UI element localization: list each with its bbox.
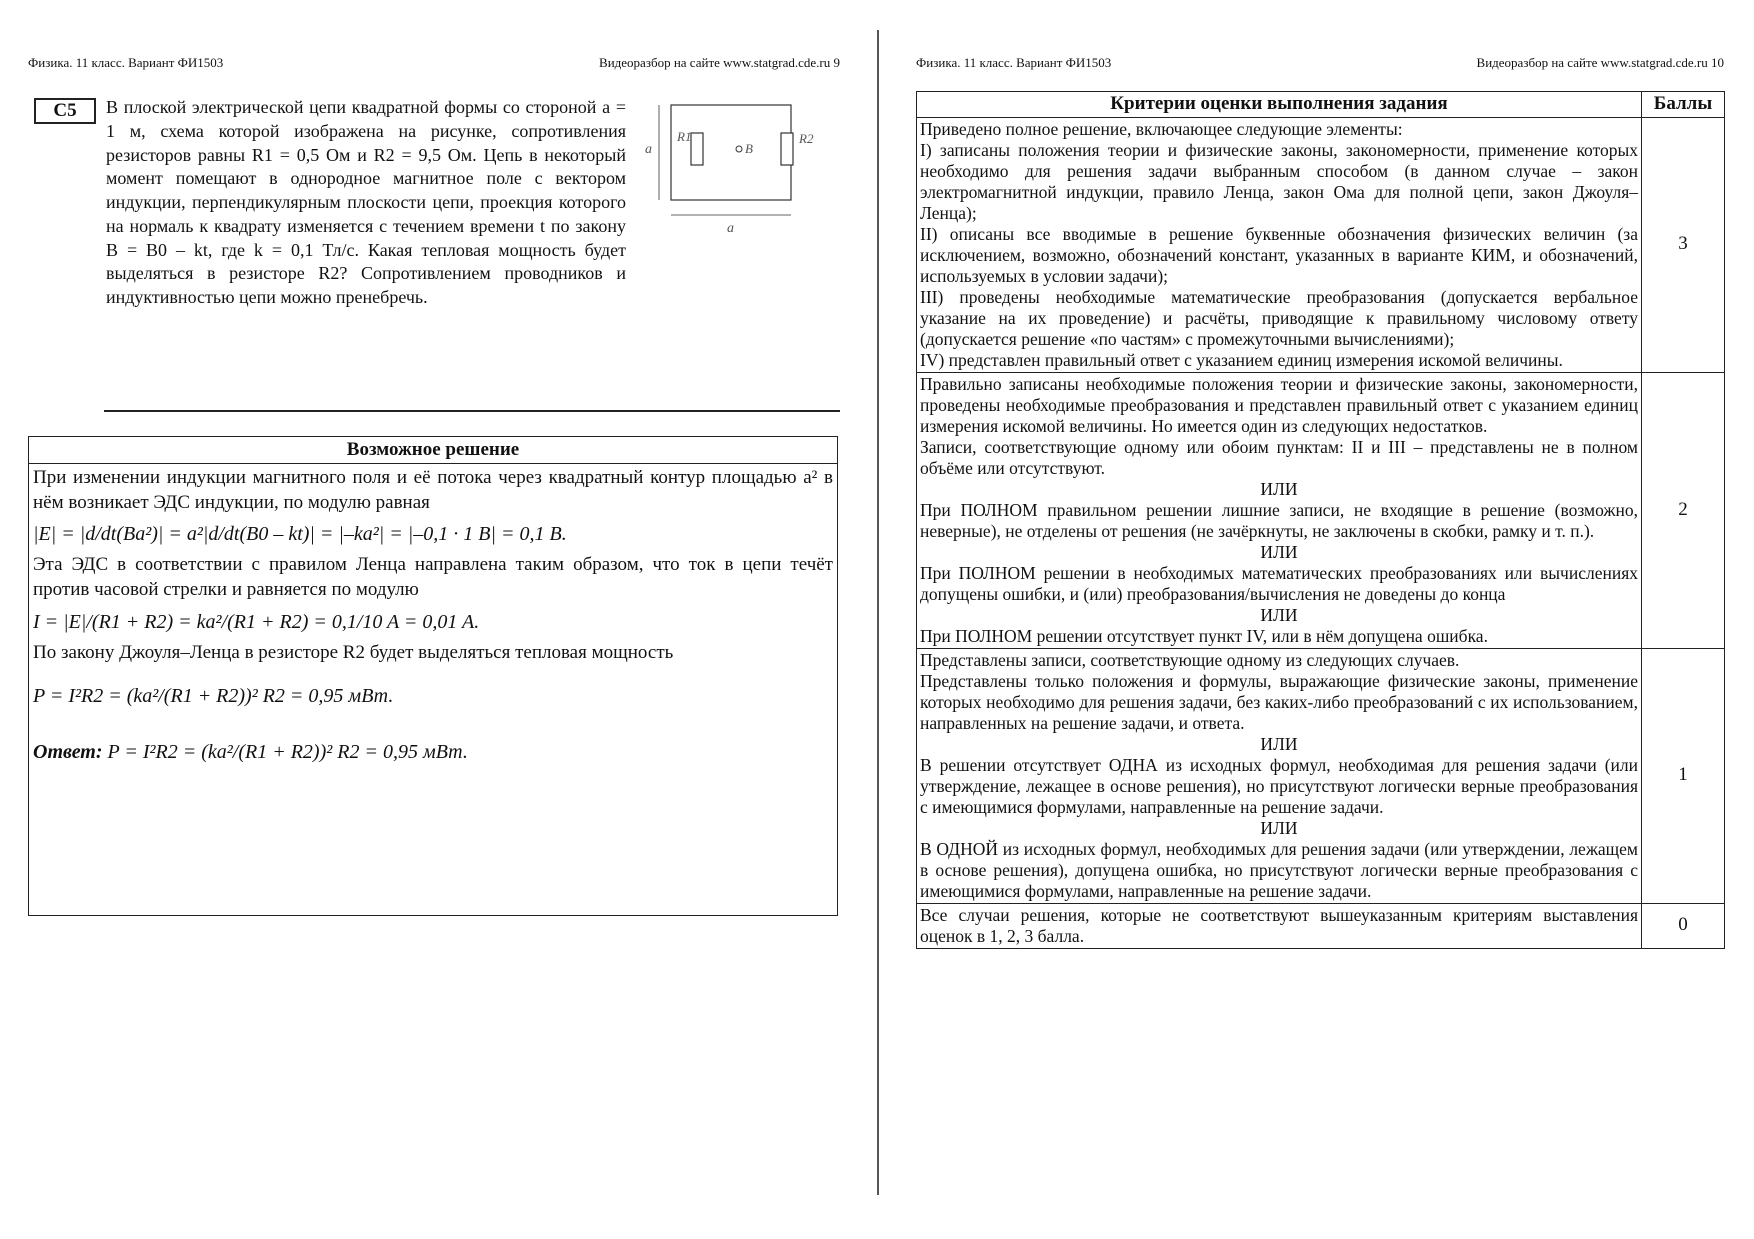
criteria-line: Приведено полное решение, включающее следующие элементы: [920,118,1403,139]
resistor-r2 [781,133,793,165]
task-text: В плоской электрической цепи квадратной формы со стороной a = 1 м, схема которой изображена на рисунке, сопротивления резисторов равны R1 = 0,5 Ом и R2 = 9,5 Ом. Цепь в некоторый момент помещают в однородное магнитное поле с вектором индукции, перпендикулярным плоскости цепи, проекция которого на нормаль к квадрату изменяется с течением времени t по закону B = B0 – kt, где k = 0,1 Тл/с. Какая тепловая мощность будет выделяться в резисторе R2? Сопротивлением проводников и индуктивностью цепи можно пренебречь. [106,97,626,307]
answer-formula: P = I²R2 = (ka²/(R1 + R2))² R2 = 0,95 мВт. [107,741,468,764]
criteria-line: IV) представлен правильный ответ с указанием единиц измерения искомой величины. [920,349,1563,370]
table-row [917,903,1725,948]
criteria-line: В ОДНОЙ из исходных формул, необходимых для решения задачи (или утверждении, лежащем в основе решения), допущена ошибка, но присутствуют логически верные преобразования с имеющимися формулами, направленные на решение задачи. [920,838,1638,901]
criteria-line: III) проведены необходимые математические преобразования (допускается вербальное указание на их проведение) и расчёты, приводящие к правильному числовому ответу (допускается решение «по частям» с промежуточными вычислениями); [920,286,1638,349]
criteria-line: При ПОЛНОМ правильном решении лишние записи, не входящие в решение (возможно, неверные), не отделены от решения (не зачёркнуты, не заключены в скобки, рамку и т. п.). [920,499,1638,541]
answer-line [33,739,833,765]
r1-label: R1 [677,129,692,144]
score-cell: 0 [1642,903,1725,948]
criteria-line: В решении отсутствует ОДНА из исходных формул, необходимая для решения задачи (или утверждение, лежащее в основе решения), но присутствуют логически верные преобразования с имеющимися формулами, направленные на решение задачи. [920,754,1638,817]
right-header-title: Физика. 11 класс. Вариант ФИ1503 [916,55,1112,70]
score-cell: 3 [1642,117,1725,372]
solution-title: Возможное решение [29,437,837,464]
criteria-cell [917,372,1642,648]
formula-current: I = |E|/(R1 + R2) = ka²/(R1 + R2) = 0,1/10 A = 0,01 A. [33,610,480,633]
solution-p2: Эта ЭДС в соответствии с правилом Ленца направлена таким образом, что ток в цепи течёт против часовой стрелки и равняется по модулю [33,554,833,601]
circuit-figure [641,95,841,235]
side-a-label: a [645,142,652,157]
criteria-cell [917,648,1642,903]
or-separator: ИЛИ [1260,817,1298,838]
left-page [0,0,876,1239]
left-header-site: Видеоразбор на сайте www.statgrad.cde.ru 9 [599,55,840,70]
table-row [917,648,1725,903]
field-vector-icon [736,146,742,152]
or-separator: ИЛИ [1260,478,1298,499]
criteria-header: Критерии оценки выполнения задания [917,92,1642,118]
solution-box [28,436,838,916]
score-cell: 2 [1642,372,1725,648]
criteria-line: Представлены только положения и формулы, выражающие физические законы, применение которых необходимо для решения задачи, без каких-либо преобразований с их использованием, направленных на решение задачи, и ответа. [920,670,1638,733]
bottom-a-label: a [727,221,734,235]
table-header-row [917,92,1725,118]
criteria-table [916,91,1725,949]
answer-label: Ответ: [33,741,103,764]
criteria-line: При ПОЛНОМ решении отсутствует пункт IV, или в нём допущена ошибка. [920,625,1488,646]
criteria-line: I) записаны положения теории и физические законы, закономерности, применение которых необходимо для решения задачи выбранным способом (в данном случае – закон электромагнитной индукции, правило Ленца, закон Ома для полной цепи, закон Джоуля–Ленца); [920,139,1638,223]
b-label: B [745,141,753,156]
resistor-r1 [691,133,703,165]
task-label: C5 [34,98,96,124]
criteria-line: Записи, соответствующие одному или обоим пунктам: II и III – представлены не в полном объёме или отсутствуют. [920,436,1638,478]
page-divider [877,30,879,1195]
solution-p3: По закону Джоуля–Ленца в резисторе R2 будет выделяться тепловая мощность [33,641,674,663]
criteria-line: II) описаны все вводимые в решение буквенные обозначения физических величин (за исключением, возможно, обозначений констант, указанных в варианте КИМ, и обозначений, используемых в условии задачи); [920,223,1638,286]
criteria-line: Все случаи решения, которые не соответствуют вышеуказанным критериям выставления оценок в 1, 2, 3 балла. [920,904,1638,946]
formula-emf: |E| = |d/dt(Ba²)| = a²|d/dt(B0 – kt)| = |–ka²| = |–0,1 · 1 В| = 0,1 В. [33,523,567,546]
divider-rule [104,410,840,412]
criteria-cell [917,903,1642,948]
table-row [917,117,1725,372]
right-header-site: Видеоразбор на сайте www.statgrad.cde.ru 10 [1476,55,1724,70]
criteria-line: Представлены записи, соответствующие одному из следующих случаев. [920,649,1460,670]
criteria-line: Правильно записаны необходимые положения теории и физические законы, закономерности, проведены необходимые преобразования и представлен правильный ответ с указанием единиц измерения искомой величины. Но имеется один из следующих недостатков. [920,373,1638,436]
r2-label: R2 [799,131,814,146]
criteria-cell [917,117,1642,372]
formula-power: P = I²R2 = (ka²/(R1 + R2))² R2 = 0,95 мВт. [33,685,394,708]
criteria-line: При ПОЛНОМ решении в необходимых математических преобразованиях или вычислениях допущены ошибки, и (или) преобразования/вычисления не доведены до конца [920,562,1638,604]
solution-p1: При изменении индукции магнитного поля и её потока через квадратный контур площадью a² в нём возникает ЭДС индукции, по модулю равная [33,467,833,513]
table-row [917,372,1725,648]
or-separator: ИЛИ [1260,733,1298,754]
score-header: Баллы [1642,92,1725,118]
or-separator: ИЛИ [1260,541,1298,562]
or-separator: ИЛИ [1260,604,1298,625]
score-cell: 1 [1642,648,1725,903]
left-header-title: Физика. 11 класс. Вариант ФИ1503 [28,55,224,70]
